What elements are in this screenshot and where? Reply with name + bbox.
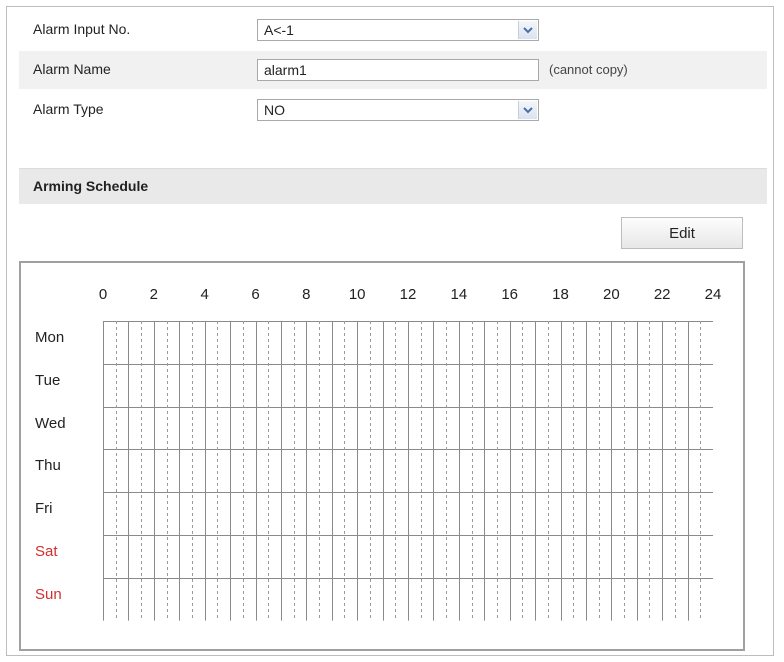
alarm-input-value: A<-1 <box>264 22 294 38</box>
alarm-settings-panel <box>6 6 774 656</box>
day-label-wed: Wed <box>35 414 66 432</box>
arming-schedule-grid[interactable] <box>19 261 745 651</box>
hour-label: 20 <box>602 286 620 303</box>
hour-label: 2 <box>149 286 158 303</box>
hour-label: 12 <box>399 286 417 303</box>
day-label-mon: Mon <box>35 329 65 346</box>
hour-label: 10 <box>348 286 366 303</box>
day-label-thu: Thu <box>35 457 61 475</box>
hour-label: 6 <box>251 286 260 303</box>
hour-label: 14 <box>450 286 468 303</box>
alarm-name-label: Alarm Name <box>33 61 111 77</box>
arming-schedule-header <box>19 168 767 204</box>
schedule-grid-lines[interactable] <box>103 321 713 621</box>
alarm-type-value: NO <box>264 102 285 118</box>
alarm-type-select[interactable] <box>257 99 539 121</box>
alarm-input-select[interactable] <box>257 19 539 41</box>
edit-button[interactable]: Edit <box>621 217 743 249</box>
hour-label: 8 <box>302 286 311 303</box>
hour-label: 0 <box>98 286 108 303</box>
day-label-fri: Fri <box>35 500 53 518</box>
chevron-down-icon[interactable] <box>518 21 537 39</box>
alarm-type-label: Alarm Type <box>33 101 104 117</box>
hour-label: 18 <box>552 286 569 303</box>
chevron-down-icon[interactable] <box>518 101 537 119</box>
alarm-name-field[interactable] <box>257 59 539 81</box>
alarm-type-row <box>19 91 767 129</box>
hour-label: 16 <box>501 286 518 303</box>
day-label-sun: Sun <box>35 585 62 603</box>
alarm-name-row <box>19 51 767 89</box>
hour-label: 24 <box>704 286 722 303</box>
alarm-input-label: Alarm Input No. <box>33 21 131 37</box>
cannot-copy-note: (cannot copy) <box>549 62 628 77</box>
hour-label: 4 <box>200 286 209 303</box>
day-label-sat: Sat <box>35 543 58 560</box>
hour-label: 22 <box>653 286 671 303</box>
arming-schedule-title: Arming Schedule <box>33 178 149 194</box>
alarm-input-row <box>19 11 767 49</box>
day-label-tue: Tue <box>35 371 61 389</box>
